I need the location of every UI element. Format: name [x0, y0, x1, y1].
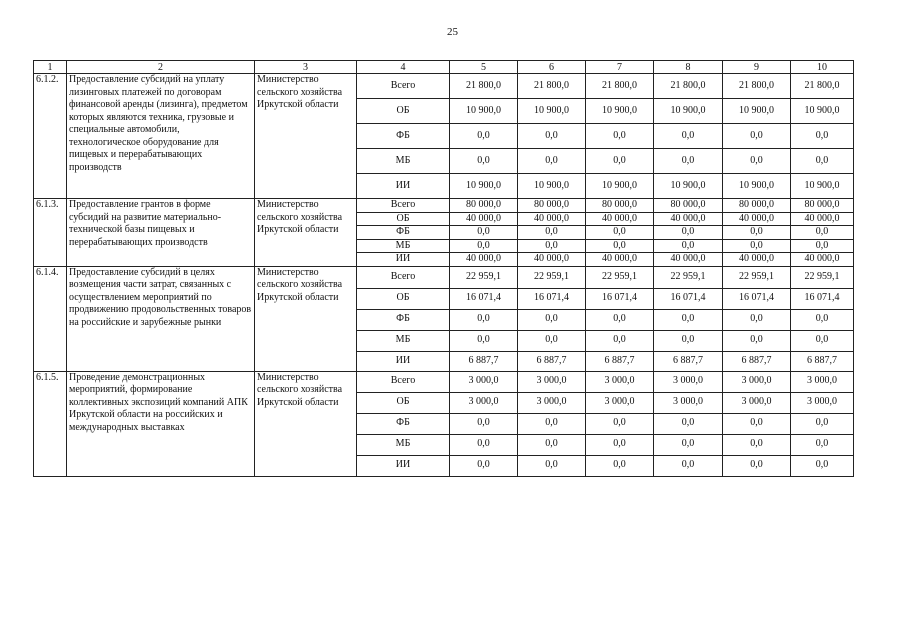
item-name: Предоставление грантов в форме субсидий на развитие материально-технической базы пищевых и перерабатывающих производств [67, 199, 255, 267]
funding-value: 0,0 [518, 239, 586, 253]
table-body [34, 74, 854, 477]
funding-value: 10 900,0 [518, 99, 586, 124]
funding-value: 0,0 [791, 455, 854, 476]
funding-value: 22 959,1 [654, 266, 723, 288]
funding-value: 0,0 [791, 239, 854, 253]
table-row [34, 199, 854, 213]
header-row [34, 61, 854, 74]
funding-value: 16 071,4 [791, 288, 854, 309]
funding-value: 3 000,0 [518, 392, 586, 413]
funding-value: 10 900,0 [518, 174, 586, 199]
funding-value: 0,0 [518, 330, 586, 351]
funding-value: 6 887,7 [450, 351, 518, 371]
budget-table [33, 60, 854, 477]
funding-value: 10 900,0 [654, 99, 723, 124]
column-header: 5 [450, 61, 518, 74]
funding-value: 0,0 [586, 149, 654, 174]
item-executor: Министерство сельского хозяйства Иркутской области [255, 199, 357, 267]
funding-source: ОБ [357, 212, 450, 226]
funding-source: Всего [357, 74, 450, 99]
funding-source: ФБ [357, 309, 450, 330]
column-header: 3 [255, 61, 357, 74]
funding-value: 0,0 [450, 455, 518, 476]
funding-value: 40 000,0 [791, 253, 854, 267]
funding-source: ИИ [357, 253, 450, 267]
funding-value: 0,0 [518, 149, 586, 174]
column-header: 6 [518, 61, 586, 74]
funding-value: 0,0 [586, 413, 654, 434]
funding-value: 0,0 [586, 455, 654, 476]
funding-value: 0,0 [450, 330, 518, 351]
funding-value: 0,0 [654, 309, 723, 330]
funding-value: 40 000,0 [586, 253, 654, 267]
funding-value: 0,0 [723, 309, 791, 330]
funding-value: 10 900,0 [586, 99, 654, 124]
funding-value: 3 000,0 [654, 371, 723, 392]
funding-value: 40 000,0 [723, 212, 791, 226]
funding-value: 16 071,4 [723, 288, 791, 309]
funding-value: 0,0 [654, 226, 723, 240]
funding-value: 0,0 [450, 226, 518, 240]
funding-value: 0,0 [654, 434, 723, 455]
funding-value: 3 000,0 [654, 392, 723, 413]
funding-value: 21 800,0 [791, 74, 854, 99]
funding-source: Всего [357, 266, 450, 288]
funding-source: ОБ [357, 392, 450, 413]
column-header: 7 [586, 61, 654, 74]
column-header: 1 [34, 61, 67, 74]
item-number: 6.1.2. [34, 74, 67, 199]
column-header: 2 [67, 61, 255, 74]
funding-value: 0,0 [654, 149, 723, 174]
funding-value: 0,0 [791, 330, 854, 351]
funding-value: 0,0 [791, 226, 854, 240]
funding-value: 0,0 [723, 226, 791, 240]
funding-source: МБ [357, 330, 450, 351]
funding-source: Всего [357, 371, 450, 392]
funding-value: 0,0 [654, 413, 723, 434]
funding-value: 22 959,1 [586, 266, 654, 288]
funding-value: 10 900,0 [723, 174, 791, 199]
funding-value: 0,0 [450, 309, 518, 330]
funding-value: 21 800,0 [586, 74, 654, 99]
table-row [34, 266, 854, 288]
funding-value: 10 900,0 [586, 174, 654, 199]
funding-value: 0,0 [654, 455, 723, 476]
funding-value: 10 900,0 [723, 99, 791, 124]
funding-value: 16 071,4 [654, 288, 723, 309]
funding-value: 40 000,0 [654, 212, 723, 226]
funding-value: 0,0 [586, 226, 654, 240]
funding-value: 0,0 [723, 413, 791, 434]
funding-value: 80 000,0 [450, 199, 518, 213]
funding-value: 80 000,0 [654, 199, 723, 213]
funding-value: 22 959,1 [518, 266, 586, 288]
funding-source: ОБ [357, 99, 450, 124]
funding-value: 6 887,7 [518, 351, 586, 371]
funding-value: 0,0 [586, 309, 654, 330]
item-number: 6.1.5. [34, 371, 67, 476]
funding-value: 3 000,0 [450, 371, 518, 392]
funding-source: ИИ [357, 174, 450, 199]
funding-value: 0,0 [586, 330, 654, 351]
funding-value: 0,0 [723, 330, 791, 351]
funding-value: 3 000,0 [723, 371, 791, 392]
funding-value: 22 959,1 [791, 266, 854, 288]
funding-value: 40 000,0 [518, 253, 586, 267]
funding-value: 21 800,0 [654, 74, 723, 99]
funding-value: 0,0 [723, 434, 791, 455]
item-number: 6.1.4. [34, 266, 67, 371]
funding-value: 0,0 [518, 226, 586, 240]
funding-value: 6 887,7 [791, 351, 854, 371]
page-number: 25 [447, 26, 458, 38]
column-header: 4 [357, 61, 450, 74]
funding-source: Всего [357, 199, 450, 213]
funding-value: 80 000,0 [586, 199, 654, 213]
funding-value: 40 000,0 [654, 253, 723, 267]
funding-source: МБ [357, 434, 450, 455]
funding-value: 40 000,0 [518, 212, 586, 226]
funding-value: 10 900,0 [654, 174, 723, 199]
funding-value: 22 959,1 [723, 266, 791, 288]
item-executor: Министерство сельского хозяйства Иркутской области [255, 371, 357, 476]
item-name: Проведение демонстрационных мероприятий, формирование коллективных экспозиций компаний АПК Иркутской области на российских и международных выставках [67, 371, 255, 476]
funding-source: МБ [357, 239, 450, 253]
funding-value: 0,0 [518, 413, 586, 434]
funding-value: 3 000,0 [450, 392, 518, 413]
funding-value: 3 000,0 [586, 392, 654, 413]
funding-value: 0,0 [723, 124, 791, 149]
funding-value: 16 071,4 [518, 288, 586, 309]
funding-value: 0,0 [586, 434, 654, 455]
funding-value: 40 000,0 [450, 212, 518, 226]
funding-value: 0,0 [654, 330, 723, 351]
funding-value: 0,0 [518, 434, 586, 455]
funding-value: 0,0 [450, 124, 518, 149]
funding-value: 40 000,0 [791, 212, 854, 226]
funding-value: 21 800,0 [450, 74, 518, 99]
funding-value: 0,0 [518, 455, 586, 476]
funding-value: 0,0 [723, 455, 791, 476]
funding-value: 0,0 [723, 149, 791, 174]
funding-value: 0,0 [586, 124, 654, 149]
column-header: 10 [791, 61, 854, 74]
item-number: 6.1.3. [34, 199, 67, 267]
funding-value: 80 000,0 [723, 199, 791, 213]
table-row [34, 371, 854, 392]
funding-value: 0,0 [450, 149, 518, 174]
funding-value: 0,0 [723, 239, 791, 253]
funding-source: МБ [357, 149, 450, 174]
funding-value: 10 900,0 [791, 174, 854, 199]
funding-value: 10 900,0 [450, 99, 518, 124]
funding-value: 0,0 [450, 434, 518, 455]
funding-value: 3 000,0 [723, 392, 791, 413]
column-header: 8 [654, 61, 723, 74]
funding-value: 0,0 [450, 239, 518, 253]
funding-value: 0,0 [586, 239, 654, 253]
funding-value: 10 900,0 [450, 174, 518, 199]
funding-value: 6 887,7 [723, 351, 791, 371]
funding-value: 6 887,7 [586, 351, 654, 371]
funding-value: 0,0 [654, 124, 723, 149]
funding-value: 16 071,4 [450, 288, 518, 309]
funding-value: 0,0 [791, 413, 854, 434]
funding-value: 0,0 [791, 309, 854, 330]
funding-value: 10 900,0 [791, 99, 854, 124]
funding-value: 0,0 [450, 413, 518, 434]
funding-value: 21 800,0 [723, 74, 791, 99]
funding-value: 22 959,1 [450, 266, 518, 288]
funding-value: 0,0 [654, 239, 723, 253]
funding-value: 3 000,0 [586, 371, 654, 392]
funding-source: ФБ [357, 413, 450, 434]
funding-value: 21 800,0 [518, 74, 586, 99]
funding-value: 0,0 [518, 124, 586, 149]
funding-source: ФБ [357, 226, 450, 240]
funding-value: 3 000,0 [791, 392, 854, 413]
funding-source: ИИ [357, 455, 450, 476]
funding-value: 0,0 [791, 149, 854, 174]
table-row [34, 74, 854, 99]
funding-value: 80 000,0 [791, 199, 854, 213]
funding-value: 16 071,4 [586, 288, 654, 309]
funding-source: ОБ [357, 288, 450, 309]
item-name: Предоставление субсидий в целях возмещения части затрат, связанных с осуществлением мероприятий по продвижению продовольственных товаров на российские и зарубежные рынки [67, 266, 255, 371]
funding-value: 80 000,0 [518, 199, 586, 213]
funding-value: 40 000,0 [723, 253, 791, 267]
funding-value: 40 000,0 [586, 212, 654, 226]
funding-value: 3 000,0 [518, 371, 586, 392]
funding-value: 0,0 [518, 309, 586, 330]
funding-value: 40 000,0 [450, 253, 518, 267]
funding-source: ФБ [357, 124, 450, 149]
funding-source: ИИ [357, 351, 450, 371]
column-header: 9 [723, 61, 791, 74]
funding-value: 6 887,7 [654, 351, 723, 371]
item-executor: Министерство сельского хозяйства Иркутской области [255, 266, 357, 371]
funding-value: 0,0 [791, 434, 854, 455]
item-name: Предоставление субсидий на уплату лизинговых платежей по договорам финансовой аренды (лизинга), предметом которых являются техника, грузовые и специальные автомобили, технологическое оборудование для пищевых и перерабатывающих производств [67, 74, 255, 199]
funding-value: 0,0 [791, 124, 854, 149]
funding-value: 3 000,0 [791, 371, 854, 392]
item-executor: Министерство сельского хозяйства Иркутской области [255, 74, 357, 199]
